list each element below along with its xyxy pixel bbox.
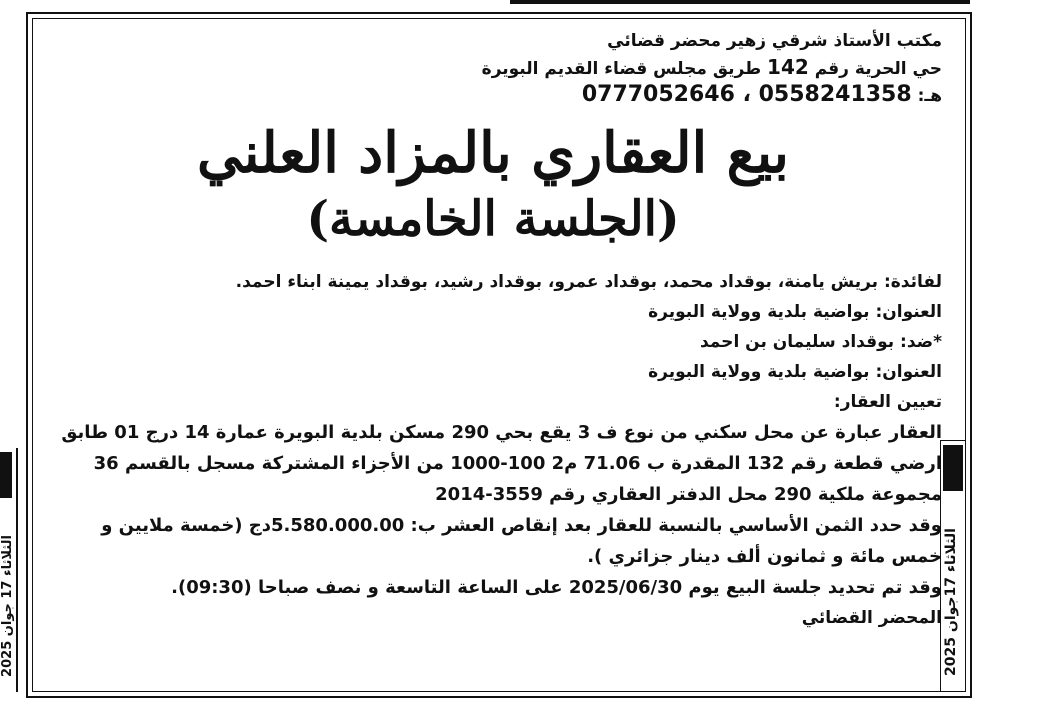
top-rule — [510, 0, 970, 4]
sale-session: وقد تم تحديد جلسة البيع يوم 2025/06/30 على الساعة التاسعة و نصف صباحا (09:30). — [171, 577, 942, 598]
property-line-3: مجموعة ملكية 290 محل الدفتر العقاري رقم 3559-2014 — [435, 484, 942, 505]
left-neighbor-strip — [0, 448, 18, 692]
beneficiaries: لفائدة: بريش يامنة، بوقداد محمد، بوقداد عمرو، بوقداد رشيد، بوقداد يمينة ابناء احمد. — [235, 272, 942, 292]
ad-title: بيع العقاري بالمزاد العلني — [197, 120, 789, 186]
strip-date: الثلاثاء 17جوان 2025 — [943, 528, 959, 676]
defendant: *ضد: بوقداد سليمان بن احمد — [699, 332, 942, 352]
property-line-2: ارضي قطعة رقم 132 المقدرة ب 71.06 م2 100-1000 من الأجزاء المشتركة مسجل بالقسم 36 — [93, 453, 942, 474]
office-address — [44, 54, 942, 82]
price-line-2: خمس مائة و ثمانون ألف دينار جزائري ). — [587, 546, 942, 567]
signature: المحضر القضائي — [801, 608, 942, 628]
ad-subtitle: (الجلسة الخامسة) — [306, 191, 680, 247]
left-strip-text: الثلاثاء 17 جوان 2025 — [0, 535, 15, 677]
newspaper-logo-icon — [943, 445, 963, 491]
ad-body — [44, 267, 942, 633]
address-text-a: حي الحرية رقم — [814, 59, 942, 79]
property-line-1: العقار عبارة عن محل سكني من نوع ف 3 يقع بحي 290 مسكن بلدية البويرة عمارة 14 درج 01 طابق — [61, 422, 942, 443]
ad-content — [44, 28, 942, 633]
price-line-1: وقد حدد الثمن الأساسي بالنسبة للعقار بعد إنقاص العشر ب: 5.580.000.00دج (خمسة ملايين و — [101, 515, 942, 536]
phone-label: هـ: — [917, 86, 942, 106]
address-text-b: طريق مجلس قضاء القديم البويرة — [481, 59, 762, 79]
date-strip — [940, 440, 966, 692]
phone-numbers: 0558241358 ، 0777052646 — [581, 82, 912, 107]
address-number: 142 — [767, 55, 809, 79]
office-phones — [44, 82, 942, 109]
defendant-address: العنوان: بواضية بلدية وولاية البويرة — [648, 362, 942, 382]
office-header — [44, 28, 942, 109]
beneficiaries-address: العنوان: بواضية بلدية وولاية البويرة — [648, 302, 942, 322]
office-name: مكتب الأستاذ شرقي زهير محضر قضائي — [607, 31, 942, 51]
property-designation-label: تعيين العقار: — [833, 392, 942, 412]
